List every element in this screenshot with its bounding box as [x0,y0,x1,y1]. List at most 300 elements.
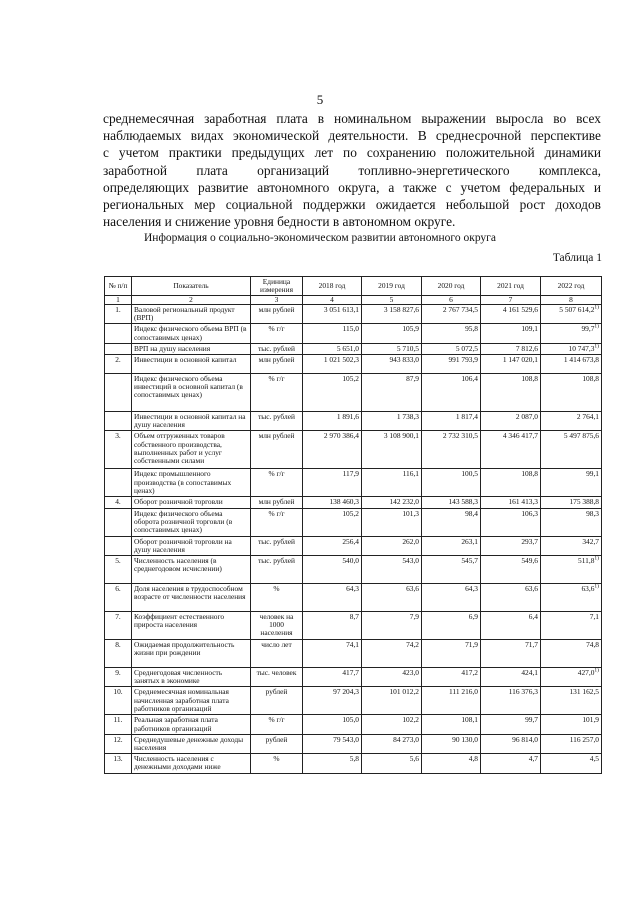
value-text: 4 161 529,6 [502,304,538,314]
unit-cell: тыс. рублей [251,343,303,354]
paragraph-line: заработной плата организаций топливно-энергетического комплекса, [103,162,601,178]
value-cell [303,754,362,773]
value-cell [541,754,602,773]
value-cell [541,583,602,611]
row-number-cell [105,343,132,354]
table-row [105,536,602,555]
table-row [105,611,602,639]
value-text: 109,1 [521,324,538,334]
row-number-cell [105,536,132,555]
value-cell [422,555,481,583]
indicator-name-cell: Индекс физического объема оборота розничной торговли (в сопоставимых ценах) [132,508,251,536]
unit-cell: число лет [251,639,303,667]
value-text: 7 812,6 [515,343,538,353]
value-text: 101 012,2 [389,687,419,697]
unit-cell: % г/г [251,715,303,734]
value-text: 84 273,0 [393,734,419,744]
value-cell [481,687,541,715]
value-cell [481,373,541,411]
indicator-name-cell: Инвестиции в основной капитал [132,354,251,373]
paragraph-line: с учетом практики предыдущих лет по сохранению положительной динамики [103,145,601,161]
value-text: 256,4 [342,536,359,546]
value-text: 71,7 [525,639,538,649]
indicator-name-cell: Объем отгруженных товаров собственного производства, выполненных работ и услуг собственными силами [132,431,251,469]
value-cell [422,536,481,555]
value-text: 263,1 [461,536,478,546]
value-text: 2 767 734,5 [442,304,478,314]
table-row [105,411,602,430]
value-text: 423,0 [402,667,419,677]
value-text: 143 588,3 [448,497,478,507]
value-cell [422,715,481,734]
value-text: 342,7 [582,536,599,546]
value-cell [422,354,481,373]
value-text: 540,0 [342,555,359,565]
row-number-cell [105,469,132,497]
column-header: 2022 год [541,277,602,296]
indicator-name-cell: Индекс физического объема инвестиций в основной капитал (в сопоставимых ценах) [132,373,251,411]
row-number-cell: 3. [105,431,132,469]
value-text: 2 970 386,4 [323,431,359,441]
value-text: 105,2 [342,508,359,518]
value-cell [303,431,362,469]
row-number-cell: 11. [105,715,132,734]
value-cell [362,469,422,497]
value-text: 102,2 [402,715,419,725]
value-text: 511,8 [578,555,595,565]
row-number-cell: 10. [105,687,132,715]
value-text: 138 460,3 [329,497,359,507]
value-cell [481,431,541,469]
value-text: 99,1 [586,469,599,479]
value-cell [541,536,602,555]
value-text: 98,3 [586,508,599,518]
value-cell [362,497,422,508]
value-cell [422,754,481,773]
value-cell [362,734,422,753]
body-paragraph [103,110,601,230]
table-row [105,508,602,536]
value-cell [422,734,481,753]
row-number-cell: 4. [105,497,132,508]
value-text: 417,7 [342,667,359,677]
value-text: 116 257,0 [569,734,599,744]
value-text: 427,0 [577,667,595,677]
value-text: 5 651,0 [336,343,359,353]
value-cell [303,411,362,430]
column-number: 1 [105,296,132,305]
value-cell [303,583,362,611]
unit-cell: млн рублей [251,354,303,373]
value-cell [541,508,602,536]
unit-cell: % г/г [251,508,303,536]
value-cell [541,734,602,753]
value-cell [362,431,422,469]
row-number-cell: 1. [105,304,132,323]
paragraph-line: населения и снижение уровня бедности в автономном округе. [103,214,456,230]
value-cell [303,343,362,354]
value-cell [422,304,481,323]
value-cell [422,508,481,536]
value-cell [541,304,602,323]
value-cell [481,611,541,639]
column-number: 5 [362,296,422,305]
paragraph-line: определяющих развитие автономного округа, а также с учетом федеральных и [103,179,601,195]
value-text: 108,1 [461,715,478,725]
value-cell [362,536,422,555]
value-text: 2 732 310,5 [442,431,478,441]
value-text: 108,8 [521,373,538,383]
value-cell [422,324,481,343]
value-text: 101,3 [402,508,419,518]
value-cell [303,536,362,555]
column-number: 7 [481,296,541,305]
value-cell [541,343,602,354]
column-number: 2 [132,296,251,305]
column-header: Единица измерения [251,277,303,296]
socio-economic-table [104,276,602,774]
footnote-marker: 1) [594,583,599,590]
row-number-cell: 5. [105,555,132,583]
value-cell [362,639,422,667]
value-text: 79 543,0 [333,734,359,744]
value-cell [362,667,422,686]
value-text: 111 216,0 [448,687,478,697]
value-cell [303,373,362,411]
indicator-name-cell: Численность населения с денежными доходами ниже [132,754,251,773]
value-cell [481,555,541,583]
value-cell [541,354,602,373]
value-cell [362,304,422,323]
column-number-row [105,296,602,305]
value-text: 96 814,0 [512,734,538,744]
value-cell [303,324,362,343]
value-cell [541,639,602,667]
unit-cell: % г/г [251,324,303,343]
value-text: 63,6 [525,583,538,593]
unit-cell: тыс. рублей [251,536,303,555]
value-text: 293,7 [521,536,538,546]
value-text: 175 388,8 [569,497,599,507]
value-cell [303,508,362,536]
value-text: 5,8 [349,754,359,764]
value-cell [303,715,362,734]
value-cell [362,611,422,639]
value-cell [541,411,602,430]
row-number-cell [105,508,132,536]
table-row [105,754,602,773]
value-text: 2 087,0 [515,411,538,421]
value-cell [481,411,541,430]
value-cell [303,469,362,497]
value-cell [362,687,422,715]
table-row [105,324,602,343]
value-cell [481,497,541,508]
row-number-cell: 13. [105,754,132,773]
value-cell [481,343,541,354]
value-text: 74,8 [586,639,599,649]
column-header: 2021 год [481,277,541,296]
value-text: 64,3 [465,583,478,593]
row-number-cell [105,373,132,411]
value-text: 10 747,3 [568,343,595,353]
indicator-name-cell: Оборот розничной торговли на душу населения [132,536,251,555]
value-cell [362,583,422,611]
table-row [105,583,602,611]
table-row [105,304,602,323]
value-text: 98,4 [465,508,478,518]
unit-cell: рублей [251,734,303,753]
value-cell [422,469,481,497]
unit-cell: млн рублей [251,431,303,469]
value-text: 1 414 673,8 [563,354,599,364]
value-cell [303,304,362,323]
value-text: 1 891,6 [336,411,359,421]
value-cell [481,469,541,497]
value-cell [362,411,422,430]
value-text: 101,9 [582,715,599,725]
column-number: 3 [251,296,303,305]
indicator-name-cell: Валовой региональный продукт (ВРП) [132,304,251,323]
table-row [105,497,602,508]
value-cell [481,715,541,734]
value-text: 262,0 [402,536,419,546]
value-cell [362,373,422,411]
unit-cell: % г/г [251,373,303,411]
value-text: 97 204,3 [333,687,359,697]
value-cell [362,508,422,536]
value-text: 5 072,5 [455,343,478,353]
value-text: 4,8 [468,754,478,764]
page-number: 5 [316,92,324,107]
value-cell [362,343,422,354]
table-row [105,715,602,734]
footnote-marker: 1) [594,343,599,350]
value-cell [481,324,541,343]
row-number-cell: 6. [105,583,132,611]
value-cell [422,687,481,715]
value-cell [422,667,481,686]
value-cell [541,373,602,411]
value-text: 991 793,9 [448,354,478,364]
value-text: 63,6 [581,583,595,593]
value-text: 7,9 [409,611,419,621]
table-row [105,734,602,753]
value-text: 4,7 [528,754,538,764]
value-cell [481,639,541,667]
value-text: 142 232,0 [389,497,419,507]
value-cell [422,431,481,469]
value-cell [422,639,481,667]
unit-cell: тыс. рублей [251,555,303,583]
table-row [105,639,602,667]
unit-cell: млн рублей [251,497,303,508]
unit-cell: рублей [251,687,303,715]
value-text: 71,9 [465,639,478,649]
indicator-name-cell: Ожидаемая продолжительность жизни при рождении [132,639,251,667]
value-text: 106,4 [461,373,478,383]
value-cell [303,667,362,686]
value-text: 543,0 [402,555,419,565]
value-cell [362,715,422,734]
value-text: 63,6 [406,583,419,593]
value-text: 161 413,3 [508,497,538,507]
table-row [105,687,602,715]
value-cell [362,555,422,583]
value-text: 3 158 827,6 [383,304,419,314]
value-cell [422,373,481,411]
value-text: 87,9 [406,373,419,383]
paragraph-line: наблюдаемых видах экономической деятельности. В среднесрочной перспективе [103,128,601,144]
value-cell [541,667,602,686]
indicator-name-cell: Среднегодовая численность занятых в экономике [132,667,251,686]
value-cell [422,611,481,639]
value-cell [303,611,362,639]
value-text: 417,2 [461,667,478,677]
value-text: 549,6 [521,555,538,565]
value-cell [541,324,602,343]
value-text: 4 346 417,7 [502,431,538,441]
value-text: 5,6 [409,754,419,764]
column-number: 4 [303,296,362,305]
value-text: 5 507 614,2 [559,304,595,314]
value-cell [481,508,541,536]
value-text: 74,2 [406,639,419,649]
value-cell [481,536,541,555]
value-text: 105,9 [402,324,419,334]
table-row [105,343,602,354]
unit-cell: тыс. человек [251,667,303,686]
unit-cell: человек на 1000 населения [251,611,303,639]
table-row [105,469,602,497]
value-cell [362,354,422,373]
value-cell [303,687,362,715]
value-cell [422,411,481,430]
indicator-name-cell: Численность населения (в среднегодовом исчислении) [132,555,251,583]
value-cell [541,611,602,639]
indicator-name-cell: Индекс промышленного производства (в сопоставимых ценах) [132,469,251,497]
footnote-marker: 1) [594,323,599,330]
value-cell [481,583,541,611]
row-number-cell: 8. [105,639,132,667]
value-text: 74,1 [346,639,359,649]
value-cell [541,715,602,734]
column-number: 6 [422,296,481,305]
value-text: 105,0 [342,715,359,725]
row-number-cell [105,324,132,343]
value-text: 115,0 [342,324,359,334]
value-text: 3 108 900,1 [383,431,419,441]
value-text: 6,4 [528,611,538,621]
table-row [105,555,602,583]
value-cell [303,354,362,373]
value-text: 2 764,1 [576,411,599,421]
unit-cell: тыс. рублей [251,411,303,430]
table-row [105,431,602,469]
unit-cell: млн рублей [251,304,303,323]
row-number-cell: 9. [105,667,132,686]
value-cell [481,754,541,773]
column-header: № п/п [105,277,132,296]
value-cell [422,343,481,354]
row-number-cell: 7. [105,611,132,639]
table-row [105,373,602,411]
value-text: 90 130,0 [452,734,478,744]
indicator-name-cell: Инвестиции в основной капитал на душу населения [132,411,251,430]
value-text: 545,7 [461,555,478,565]
column-header: 2018 год [303,277,362,296]
value-text: 99,7 [581,324,595,334]
footnote-marker: 1) [594,555,599,562]
paragraph-line: региональных мер социальной поддержки ожидается небольшой рост доходов [103,196,601,212]
row-number-cell: 12. [105,734,132,753]
indicator-name-cell: Среднемесячная номинальная начисленная заработная плата работников организаций [132,687,251,715]
value-cell [481,667,541,686]
table-header-row [105,277,602,296]
indicator-name-cell: Коэффициент естественного прироста населения [132,611,251,639]
value-cell [541,497,602,508]
value-cell [303,555,362,583]
footnote-marker: 1) [594,304,599,311]
row-number-cell [105,411,132,430]
value-cell [303,734,362,753]
value-cell [422,497,481,508]
value-text: 1 147 020,1 [502,354,538,364]
value-text: 5 710,5 [396,343,419,353]
value-text: 117,9 [342,469,359,479]
column-header: Показатель [132,277,251,296]
value-text: 108,8 [521,469,538,479]
value-text: 64,3 [346,583,359,593]
value-cell [541,431,602,469]
value-cell [541,687,602,715]
value-text: 6,9 [468,611,478,621]
column-header: 2020 год [422,277,481,296]
value-text: 116 376,3 [508,687,538,697]
column-number: 8 [541,296,602,305]
value-text: 95,8 [465,324,478,334]
table-row [105,354,602,373]
value-text: 424,1 [521,667,538,677]
value-text: 99,7 [525,715,538,725]
indicator-name-cell: Среднедушевые денежные доходы населения [132,734,251,753]
footnote-marker: 1) [594,667,599,674]
value-cell [481,734,541,753]
value-cell [303,497,362,508]
table-caption: Информация о социально-экономическом развитии автономного округа [144,232,496,244]
value-cell [303,639,362,667]
value-text: 8,7 [349,611,359,621]
value-cell [481,304,541,323]
value-text: 1 738,3 [396,411,419,421]
value-text: 105,2 [342,373,359,383]
value-cell [541,555,602,583]
value-cell [362,324,422,343]
column-header: 2019 год [362,277,422,296]
indicator-name-cell: ВРП на душу населения [132,343,251,354]
value-text: 100,5 [461,469,478,479]
table-row [105,667,602,686]
value-cell [481,354,541,373]
value-text: 1 021 502,3 [323,354,359,364]
indicator-name-cell: Доля населения в трудоспособном возрасте от численности населения [132,583,251,611]
indicator-name-cell: Реальная заработная плата работников организаций [132,715,251,734]
value-text: 108,8 [582,373,599,383]
paragraph-line: среднемесячная заработная плата в номинальном выражении выросла во всех [103,111,601,126]
indicator-name-cell: Индекс физического объема ВРП (в сопоставимых ценах) [132,324,251,343]
value-cell [362,754,422,773]
value-text: 116,1 [402,469,419,479]
